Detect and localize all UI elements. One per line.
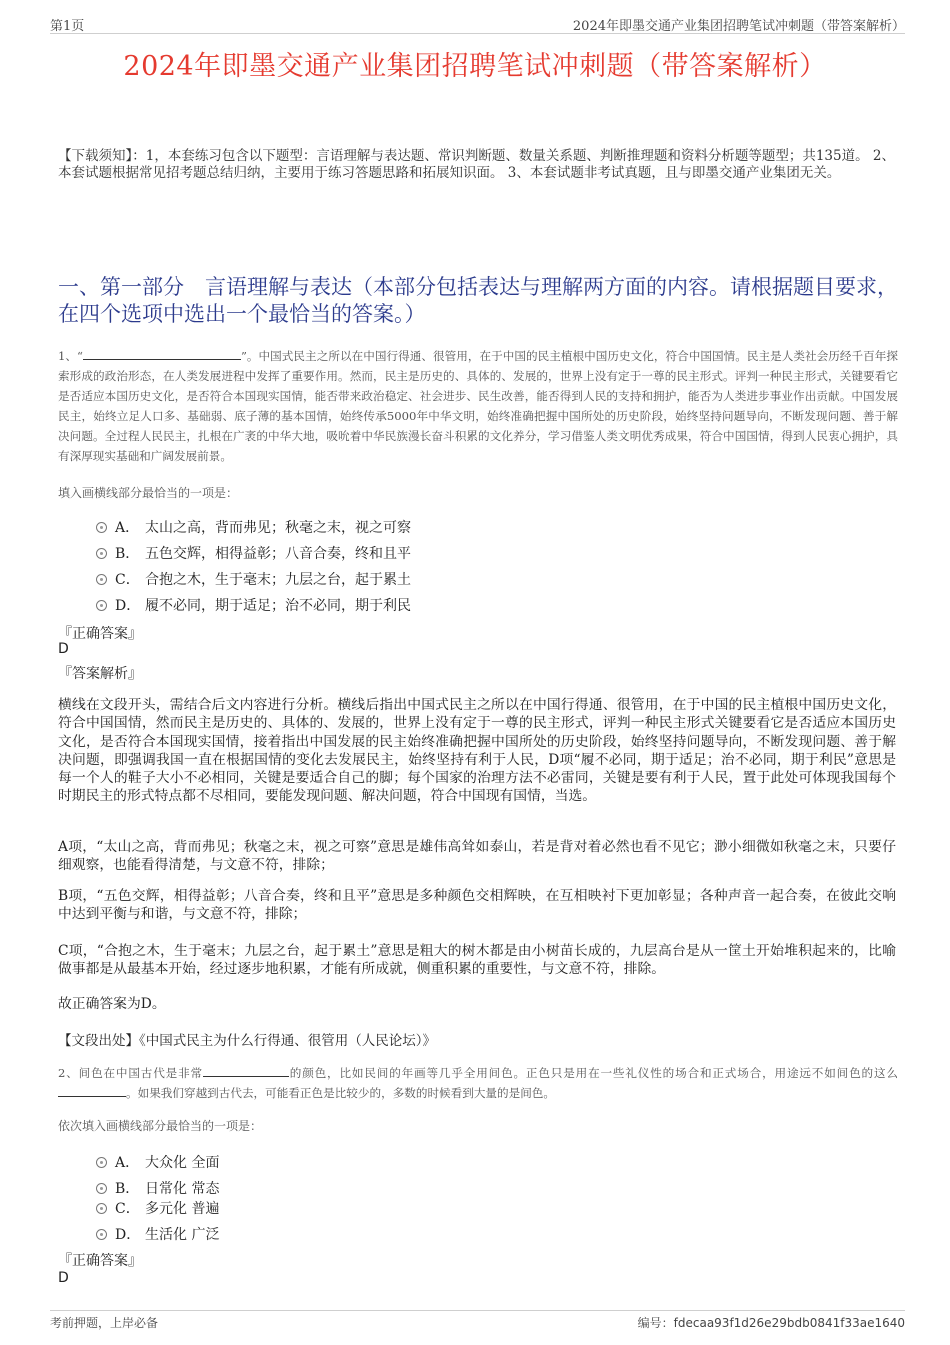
analysis-conclusion: 故正确答案为D。 bbox=[58, 996, 166, 1012]
radio-icon[interactable] bbox=[96, 1203, 107, 1214]
section-heading: 一、第一部分 言语理解与表达（本部分包括表达与理解两方面的内容。请根据题目要求，在四个选项中选出一个最恰当的答案。） bbox=[58, 275, 898, 326]
page-number: 第1页 bbox=[50, 19, 85, 34]
question-1-option-b[interactable]: B． 五色交辉，相得益彰；八音合奏，终和且平 bbox=[96, 543, 411, 563]
question-1-answer: D bbox=[58, 641, 69, 657]
question-1-analysis-label: 『答案解析』 bbox=[58, 666, 142, 682]
analysis-paragraph: 横线在文段开头，需结合后文内容进行分析。横线后指出中国式民主之所以在中国行得通、很管用，在于中国的民主植根中国历史文化，符合中国国情，然而民主是历史的、具体的、发展的，世界上没有定于一尊的民主形式，评判一种民主形式关键要看它是否适应本国历史文化，是否符合本国现实国情，接着指出中国发展的民主始终准确把握中国所处的历史阶段，始终坚持问题导向，不断发现问题、善于解决问题，即强调我国一直在根据国情的变化去发展民主，始终坚持有利于人民，D项“履不必同，期于适足；治不必同，期于利民”意思是每一个人的鞋子大小不必相同，关键是要适合自己的脚；每个国家的治理方法不必雷同，关键是要有利于人民，置于此处可体现我国每个时期民主的形式特点都不尽相同，要能发现问题、解决问题，符合中国现有国情，当选。 bbox=[58, 697, 896, 805]
analysis-paragraph: B项，“五色交辉，相得益彰；八音合奏，终和且平”意思是多种颜色交相辉映，在互相映衬下更加彰显；各种声音一起合奏，在彼此交响中达到平衡与和谐，与文意不符，排除； bbox=[58, 888, 896, 923]
question-1-option-a[interactable]: A． 太山之高，背而弗见；秋毫之末，视之可察 bbox=[96, 517, 411, 537]
radio-icon[interactable] bbox=[96, 1229, 107, 1240]
download-notice: 【下载须知】：1，本套练习包含以下题型：言语理解与表达题、常识判断题、数量关系题、判断推理题和资料分析题等题型；共135道。 2、本套试题根据常见招考题总结归纳，主要用于练习答题思路和拓展知识面。 3、本套试题非考试真题，且与即墨交通产业集团无关。 bbox=[58, 148, 895, 181]
radio-icon[interactable] bbox=[96, 600, 107, 611]
radio-icon[interactable] bbox=[96, 548, 107, 559]
footer-code: 编号：fdecaa93f1d26e29bdb0841f33ae1640 bbox=[637, 1316, 905, 1330]
question-2-blank-2 bbox=[58, 1084, 126, 1097]
radio-icon[interactable] bbox=[96, 1157, 107, 1168]
question-1-source: 【文段出处】《中国式民主为什么行得通、很管用（人民论坛）》 bbox=[58, 1033, 436, 1049]
question-2-answer: D bbox=[58, 1270, 69, 1286]
header-doc-title: 2024年即墨交通产业集团招聘笔试冲刺题（带答案解析） bbox=[572, 19, 905, 34]
question-2-blank-1 bbox=[203, 1064, 289, 1077]
radio-icon[interactable] bbox=[96, 522, 107, 533]
question-2-option-c[interactable]: C． 多元化 普遍 bbox=[96, 1198, 219, 1218]
question-2-stem: 2、间色在中国古代是非常 的颜色，比如民间的年画等几乎全用间色。正色只是用在一些礼仪性的场合和正式场合，用途远不如间色的这么。如果我们穿越到古代去，可能看正色是比较少的，多数的时候看到大量的是间色。 bbox=[58, 1066, 898, 1100]
page-header bbox=[50, 13, 905, 34]
document-title: 2024年即墨交通产业集团招聘笔试冲刺题（带答案解析） bbox=[123, 51, 827, 82]
question-2-answer-label: 『正确答案』 bbox=[58, 1253, 142, 1269]
footer-slogan: 考前押题，上岸必备 bbox=[50, 1316, 159, 1330]
question-1-option-d[interactable]: D． 履不必同，期于适足；治不必同，期于利民 bbox=[96, 595, 411, 615]
page-footer bbox=[50, 1310, 905, 1330]
analysis-paragraph: A项，“太山之高，背而弗见；秋毫之末，视之可察”意思是雄伟高耸如泰山，若是背对着必然也看不见它；渺小细微如秋毫之末，只要仔细观察，也能看得清楚，与文意不符，排除； bbox=[58, 839, 896, 874]
question-1-prompt: 填入画横线部分最恰当的一项是： bbox=[58, 486, 239, 500]
question-2-option-b[interactable]: B． 日常化 常态 bbox=[96, 1178, 219, 1198]
question-1-stem: 1、“ ”。中国式民主之所以在中国行得通、很管用，在于中国的民主植根中国历史文化，符合中国国情。民主是人类社会历经千百年探索形成的政治形态，在人类发展进程中发挥了重要作用。然而，民主是历史的、具体的、发展的，世界上没有定于一尊的民主形式。评判一种民主形式，关键要看它是否适应本国历史文化，是否符合本国现实国情，能否带来政治稳定、社会进步、民生改善，能否得到人民的支持和拥护，能否为人类进步事业作出贡献。中国发展民主，始终立足人口多、基础弱、底子薄的基本国情，始终传承5000年中华文明，始终准确把握中国所处的历史阶段，始终坚持问题导向，不断发现问题、善于解决问题。全过程人民民主，扎根在广袤的中华大地，吸吮着中华民族漫长奋斗积累的文化养分，学习借鉴人类文明优秀成果，符合中国国情，得到人民衷心拥护，具有深厚现实基础和广阔发展前景。 bbox=[58, 349, 898, 463]
question-2-option-d[interactable]: D． 生活化 广泛 bbox=[96, 1224, 219, 1244]
question-1-option-c[interactable]: C． 合抱之木，生于毫末；九层之台，起于累土 bbox=[96, 569, 411, 589]
analysis-paragraph: C项，“合抱之木，生于毫末；九层之台，起于累土”意思是粗大的树木都是由小树苗长成的，九层高台是从一筐土开始堆积起来的，比喻做事都是从最基本开始，经过逐步地积累，才能有所成就，侧重积累的重要性，与文意不符，排除。 bbox=[58, 943, 896, 978]
radio-icon[interactable] bbox=[96, 574, 107, 585]
question-2-prompt: 依次填入画横线部分最恰当的一项是： bbox=[58, 1119, 263, 1133]
question-1-answer-label: 『正确答案』 bbox=[58, 626, 142, 642]
question-1-blank bbox=[83, 347, 241, 360]
radio-icon[interactable] bbox=[96, 1183, 107, 1194]
question-2-option-a[interactable]: A． 大众化 全面 bbox=[96, 1152, 219, 1172]
